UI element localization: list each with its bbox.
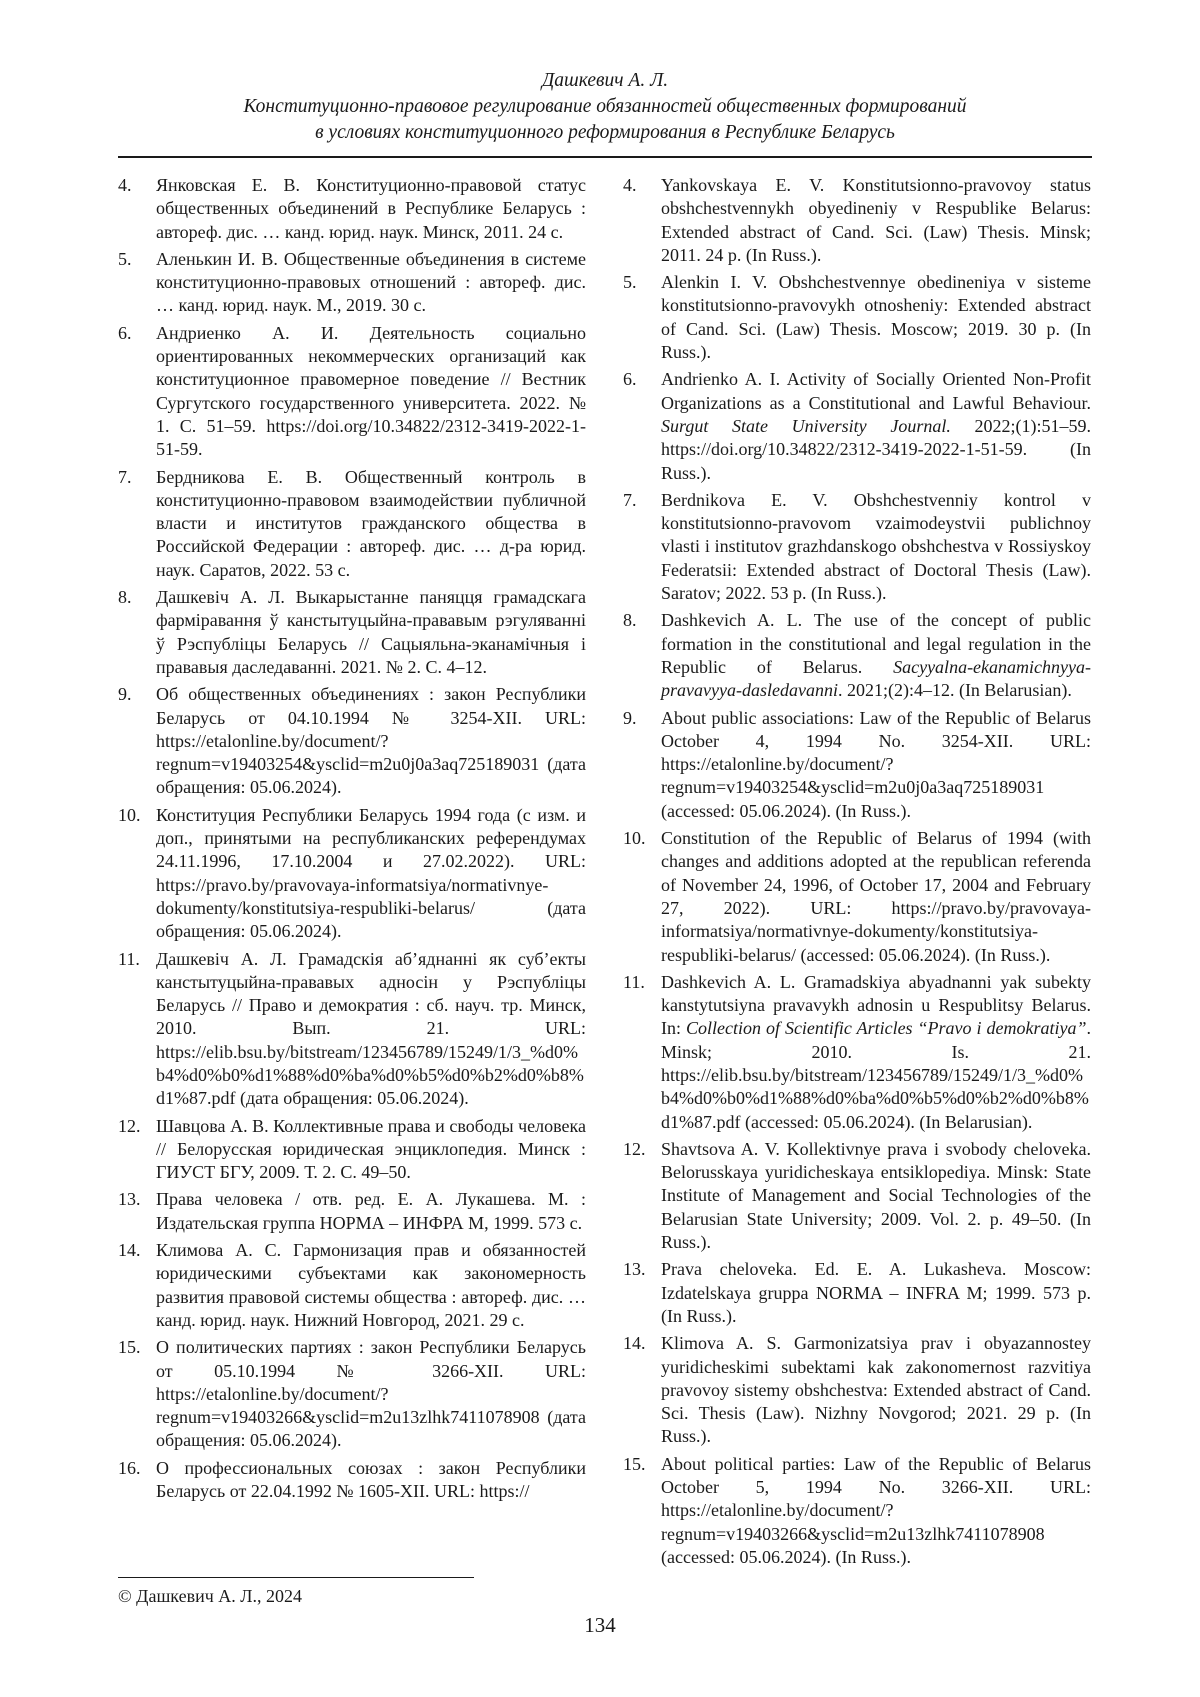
reference-text-start: Prava cheloveka. Ed. E. A. Lukasheva. Moscow: Izdatelskaya gruppa NORMA – INFRA M; 1999. 573 p. (In Russ.).	[661, 1259, 1091, 1326]
reference-item	[118, 1188, 586, 1235]
reference-item	[623, 609, 1091, 702]
reference-text: Янковская Е. В. Конституционно-правовой статус общественных объединений в Республике Беларусь : автореф. дис. … канд. юрид. наук. Минск, 2011. 24 с.	[156, 174, 586, 244]
reference-text: Конституция Республики Беларусь 1994 года (с изм. и доп., принятыми на республиканских референдумах 24.11.1996, 17.10.2004 и 27.02.2022). URL: https://pravo.by/pravovaya-informatsiya/normativnye-dokumenty/konstitutsiya-respubliki-belarus/ (дата обращения: 05.06.2024).	[156, 804, 586, 944]
reference-number: 6.	[118, 322, 156, 462]
reference-number: 14.	[623, 1332, 661, 1448]
reference-number: 15.	[623, 1453, 661, 1569]
reference-number: 11.	[118, 948, 156, 1111]
reference-source-title: Sacyyalna-ekanamichnyya-pravavyya-dasledavanni	[661, 657, 1091, 700]
reference-number: 4.	[623, 174, 661, 267]
reference-item	[623, 1453, 1091, 1569]
reference-text-start: About political parties: Law of the Republic of Belarus October 5, 1994 No. 3266-XII. URL: https://etalonline.by/document/?regnum=v19403266&ysclid=m2u13zlhk7411078908 (accessed: 05.06.2024). (In Russ.).	[661, 1454, 1091, 1567]
references-russian	[118, 174, 586, 1507]
reference-number: 5.	[118, 248, 156, 318]
reference-text	[661, 1138, 1091, 1254]
reference-text: О профессиональных союзах : закон Республики Беларусь от 22.04.1992 № 1605-XII. URL: https://	[156, 1457, 586, 1504]
reference-number: 16.	[118, 1457, 156, 1504]
reference-item	[623, 827, 1091, 967]
reference-item	[623, 271, 1091, 364]
reference-text	[661, 971, 1091, 1134]
reference-item	[118, 1115, 586, 1185]
page-number: 134	[0, 1612, 1200, 1638]
header-author: Дашкевич А. Л.	[118, 68, 1092, 94]
reference-text: Аленькин И. В. Общественные объединения в системе конституционно-правовых отношений : автореф. дис. … канд. юрид. наук. М., 2019. 30 с.	[156, 248, 586, 318]
references-english	[623, 174, 1091, 1573]
reference-item	[623, 1258, 1091, 1328]
reference-item	[118, 466, 586, 582]
reference-number: 7.	[118, 466, 156, 582]
reference-number: 5.	[623, 271, 661, 364]
reference-item	[118, 683, 586, 799]
reference-number: 9.	[623, 707, 661, 823]
reference-item	[623, 971, 1091, 1134]
reference-text	[661, 368, 1091, 484]
reference-item	[623, 1332, 1091, 1448]
reference-item	[118, 948, 586, 1111]
reference-number: 4.	[118, 174, 156, 244]
reference-source-title: Collection of Scientific Articles “Pravo i demokratiya”	[686, 1018, 1087, 1038]
reference-number: 8.	[623, 609, 661, 702]
reference-text: Шавцова А. В. Коллективные права и свободы человека // Белорусская юридическая энциклопедия. Минск : ГИУСТ БГУ, 2009. Т. 2. С. 49–50.	[156, 1115, 586, 1185]
reference-number: 12.	[118, 1115, 156, 1185]
header-title-line-1: Конституционно-правовое регулирование обязанностей общественных формирований	[118, 94, 1092, 120]
reference-item	[623, 368, 1091, 484]
reference-text: Андриенко А. И. Деятельность социально ориентированных некоммерческих организаций как конституционное правомерное поведение // Вестник Сургутского государственного университета. 2022. № 1. С. 51–59. https://doi.org/10.34822/2312-3419-2022-1-51-59.	[156, 322, 586, 462]
reference-text-end: . 2021;(2):4–12. (In Belarusian).	[838, 680, 1072, 700]
reference-text-start: Andrienko A. I. Activity of Socially Oriented Non-Profit Organizations as a Constitutional and Lawful Behaviour.	[661, 369, 1091, 412]
reference-text	[661, 609, 1091, 702]
copyright-footnote: © Дашкевич А. Л., 2024	[118, 1584, 302, 1608]
reference-item	[118, 1457, 586, 1504]
reference-text-start: Alenkin I. V. Obshchestvennye obedineniya v sisteme konstitutsionno-pravovykh otnosheniy: Extended abstract of Cand. Sci. (Law) Thesis. Moscow; 2019. 30 p. (In Russ.).	[661, 272, 1091, 362]
reference-text-start: Shavtsova A. V. Kollektivnye prava i svobody cheloveka. Belorusskaya yuridicheskaya entsiklopediya. Minsk: State Institute of Management and Social Technologies of the Belarusian State University; 2009. Vol. 2. p. 49–50. (In Russ.).	[661, 1139, 1091, 1252]
reference-text-start: Klimova A. S. Garmonizatsiya prav i obyazannostey yuridicheskimi subektami kak zakonomernost razvitiya pravovoy sistemy obshchestva: Extended abstract of Cand. Sci. Thesis (Law). Nizhny Novgorod; 2021. 29 p. (In Russ.).	[661, 1333, 1091, 1446]
reference-item	[118, 1239, 586, 1332]
reference-number: 9.	[118, 683, 156, 799]
reference-text	[661, 174, 1091, 267]
reference-text: Климова А. С. Гармонизация прав и обязанностей юридическими субъектами как закономерность развития правовой системы общества : автореф. дис. … канд. юрид. наук. Нижний Новгород, 2021. 29 с.	[156, 1239, 586, 1332]
reference-item	[118, 322, 586, 462]
footnote-divider	[118, 1577, 474, 1578]
reference-number: 11.	[623, 971, 661, 1134]
reference-number: 14.	[118, 1239, 156, 1332]
reference-number: 8.	[118, 586, 156, 679]
header-divider	[118, 156, 1092, 158]
reference-number: 15.	[118, 1336, 156, 1452]
reference-number: 12.	[623, 1138, 661, 1254]
reference-text: Дашкевіч А. Л. Выкарыстанне паняцця грамадскага фарміравання ў канстытуцыйна-прававым рэгуляванні ў Рэспубліцы Беларусь // Сацыяльна-эканамічныя і прававыя даследаванні. 2021. № 2. С. 4–12.	[156, 586, 586, 679]
reference-number: 13.	[118, 1188, 156, 1235]
reference-number: 10.	[118, 804, 156, 944]
reference-item	[118, 1336, 586, 1452]
reference-number: 10.	[623, 827, 661, 967]
reference-number: 6.	[623, 368, 661, 484]
reference-number: 7.	[623, 489, 661, 605]
reference-text-start: Dashkevich A. L. Gramadskiya abyadnanni yak subekty kanstytutsiyna pravavykh adnosin u Respublitsy Belarus. In:	[661, 972, 1091, 1039]
reference-item	[118, 248, 586, 318]
reference-text	[661, 271, 1091, 364]
reference-item	[118, 174, 586, 244]
reference-text	[661, 707, 1091, 823]
reference-text	[661, 489, 1091, 605]
running-header	[118, 68, 1092, 146]
reference-item	[623, 1138, 1091, 1254]
reference-text	[661, 1332, 1091, 1448]
reference-text: Бердникова Е. В. Общественный контроль в конституционно-правовом взаимодействии публичной власти и институтов гражданского общества в Российской Федерации : автореф. дис. … д-ра юрид. наук. Саратов, 2022. 53 с.	[156, 466, 586, 582]
reference-text-start: Constitution of the Republic of Belarus of 1994 (with changes and additions adopted at the republican referenda of November 24, 1996, of October 17, 2004 and February 27, 2022). URL: https://pravo.by/pravovaya-informatsiya/normativnye-dokumenty/konstitutsiya-respubliki-belarus/ (accessed: 05.06.2024). (In Russ.).	[661, 828, 1091, 964]
reference-text-end: . Minsk; 2010. Is. 21. https://elib.bsu.by/bitstream/123456789/15249/1/3_%d0%b4%d0%b0%d1%88%d0%ba%d0%b5%d0%b2%d0%b8%d1%87.pdf (accessed: 05.06.2024). (In Belarusian).	[661, 1018, 1091, 1131]
reference-item	[623, 707, 1091, 823]
reference-text-start: Dashkevich A. L. The use of the concept of public formation in the constitutional and legal regulation in the Republic of Belarus.	[661, 610, 1091, 677]
reference-text: Дашкевіч А. Л. Грамадскія аб’яднанні як суб’екты канстытуцыйна-прававых адносін у Рэспубліцы Беларусь // Право и демократия : сб. науч. тр. Минск, 2010. Вып. 21. URL: https://elib.bsu.by/bitstream/123456789/15249/1/3_%d0%b4%d0%b0%d1%88%d0%ba%d0%b5%d0%b2%d0%b8%d1%87.pdf (дата обращения: 05.06.2024).	[156, 948, 586, 1111]
reference-text: О политических партиях : закон Республики Беларусь от 05.10.1994 № 3266-XII. URL: https://etalonline.by/document/?regnum=v19403266&ysclid=m2u13zlhk7411078908 (дата обращения: 05.06.2024).	[156, 1336, 586, 1452]
reference-text	[661, 1258, 1091, 1328]
reference-text-end: 2022;(1):51–59. https://doi.org/10.34822/2312-3419-2022-1-51-59. (In Russ.).	[661, 416, 1091, 483]
reference-number: 13.	[623, 1258, 661, 1328]
reference-text: Права человека / отв. ред. Е. А. Лукашева. М. : Издательская группа НОРМА – ИНФРА М, 1999. 573 с.	[156, 1188, 586, 1235]
header-title-line-2: в условиях конституционного реформирования в Республике Беларусь	[118, 120, 1092, 146]
reference-text-start: Berdnikova E. V. Obshchestvenniy kontrol v konstitutsionno-pravovom vzaimodeystvii publichnoy vlasti i institutov grazhdanskogo obshchestva v Rossiyskoy Federatsii: Extended abstract of Doctoral Thesis (Law). Saratov; 2022. 53 p. (In Russ.).	[661, 490, 1091, 603]
reference-source-title: Surgut State University Journal.	[661, 416, 951, 436]
reference-text: Об общественных объединениях : закон Республики Беларусь от 04.10.1994 № 3254-XII. URL: https://etalonline.by/document/?regnum=v19403254&ysclid=m2u0j0a3aq725189031 (дата обращения: 05.06.2024).	[156, 683, 586, 799]
reference-item	[623, 174, 1091, 267]
reference-item	[118, 586, 586, 679]
reference-text	[661, 827, 1091, 967]
reference-item	[118, 804, 586, 944]
reference-text-start: Yankovskaya E. V. Konstitutsionno-pravovoy status obshchestvennykh obyedineniy v Respublike Belarus: Extended abstract of Cand. Sci. (Law) Thesis. Minsk; 2011. 24 p. (In Russ.).	[661, 175, 1091, 265]
reference-item	[623, 489, 1091, 605]
reference-text	[661, 1453, 1091, 1569]
reference-text-start: About public associations: Law of the Republic of Belarus October 4, 1994 No. 3254-XII. URL: https://etalonline.by/document/?regnum=v19403254&ysclid=m2u0j0a3aq725189031 (accessed: 05.06.2024). (In Russ.).	[661, 708, 1091, 821]
